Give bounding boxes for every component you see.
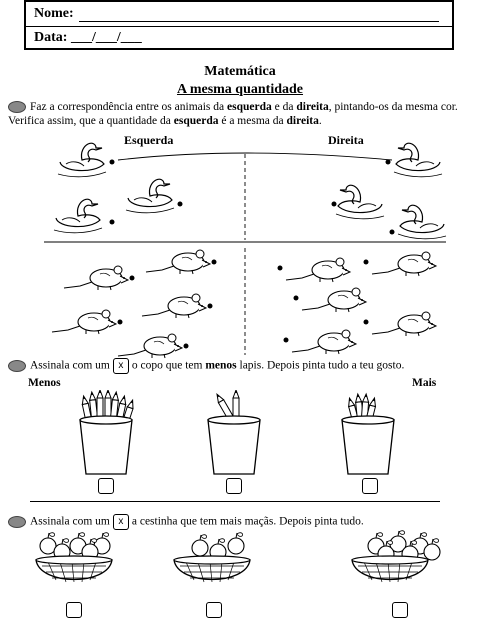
mouse-right-4[interactable] — [372, 312, 436, 336]
bullet-icon — [8, 360, 26, 372]
basket-1[interactable] — [36, 533, 112, 582]
mouse-right-5[interactable] — [292, 330, 356, 354]
mouse-left-3[interactable] — [142, 294, 206, 318]
bullet-icon — [8, 101, 26, 113]
x-mark-icon: x — [113, 514, 129, 530]
swan-right-2[interactable] — [336, 185, 384, 219]
cup-3[interactable] — [342, 394, 394, 474]
mouse-left-1[interactable] — [64, 266, 128, 290]
bullet-icon — [8, 516, 26, 528]
dot[interactable] — [110, 220, 115, 225]
name-label: Nome: — [34, 6, 74, 21]
dot[interactable] — [110, 160, 115, 165]
basket-2[interactable] — [174, 533, 250, 582]
checkbox-basket-3[interactable] — [392, 602, 408, 618]
animals-matching-area — [0, 140, 480, 370]
mouse-left-5[interactable] — [118, 334, 182, 358]
dot[interactable] — [332, 202, 337, 207]
less-label: Menos — [28, 377, 61, 389]
exercise3-instructions: Assinala com um x a cestinha que tem mais maçãs. Depois pinta tudo. — [8, 514, 470, 530]
apple-baskets — [0, 530, 480, 600]
checkbox-basket-2[interactable] — [206, 602, 222, 618]
mouse-left-2[interactable] — [146, 250, 210, 274]
left-label: Esquerda — [124, 133, 174, 147]
page-subtitle: A mesma quantidade — [176, 82, 304, 97]
more-label: Mais — [412, 377, 437, 389]
exercise2-instructions: Assinala com um x o copo que tem menos lapis. Depois pinta tudo a teu gosto. — [8, 358, 470, 374]
dot[interactable] — [178, 202, 183, 207]
swan-left-3[interactable] — [54, 199, 102, 233]
page-title: Matemática — [204, 64, 276, 79]
checkbox-basket-1[interactable] — [66, 602, 82, 618]
mouse-right-2[interactable] — [372, 252, 436, 276]
mouse-left-4[interactable] — [52, 310, 116, 334]
pencil-cups — [0, 390, 480, 480]
checkbox-cup-1[interactable] — [98, 478, 114, 494]
mouse-right-1[interactable] — [286, 258, 350, 282]
swan-right-1[interactable] — [394, 143, 442, 177]
cup-2[interactable] — [208, 390, 260, 474]
dot[interactable] — [386, 160, 391, 165]
swan-left-1[interactable] — [58, 143, 106, 177]
name-row — [34, 6, 439, 22]
x-mark-icon: x — [113, 358, 129, 374]
exercise1-instructions: Faz a correspondência entre os animais da esquerda e da direita, pintando-os da mesma cor. Verifica assim, que a quantidade da esquerda é a mesma da direita. — [8, 101, 458, 127]
header-box — [24, 0, 454, 50]
date-label: Data: — [34, 30, 68, 45]
name-line[interactable] — [79, 9, 439, 22]
section-divider — [30, 501, 440, 502]
date-row — [34, 30, 142, 46]
checkbox-cup-2[interactable] — [226, 478, 242, 494]
date-fill[interactable]: ___/___/___ — [70, 30, 142, 45]
checkbox-cup-3[interactable] — [362, 478, 378, 494]
dot[interactable] — [390, 230, 395, 235]
right-label: Direita — [328, 133, 364, 147]
basket-3[interactable] — [352, 531, 440, 582]
swan-right-3[interactable] — [398, 205, 446, 239]
header-divider — [26, 26, 452, 27]
mouse-right-3[interactable] — [302, 288, 366, 312]
cup-1[interactable] — [80, 390, 135, 474]
swan-left-2[interactable] — [126, 179, 174, 213]
